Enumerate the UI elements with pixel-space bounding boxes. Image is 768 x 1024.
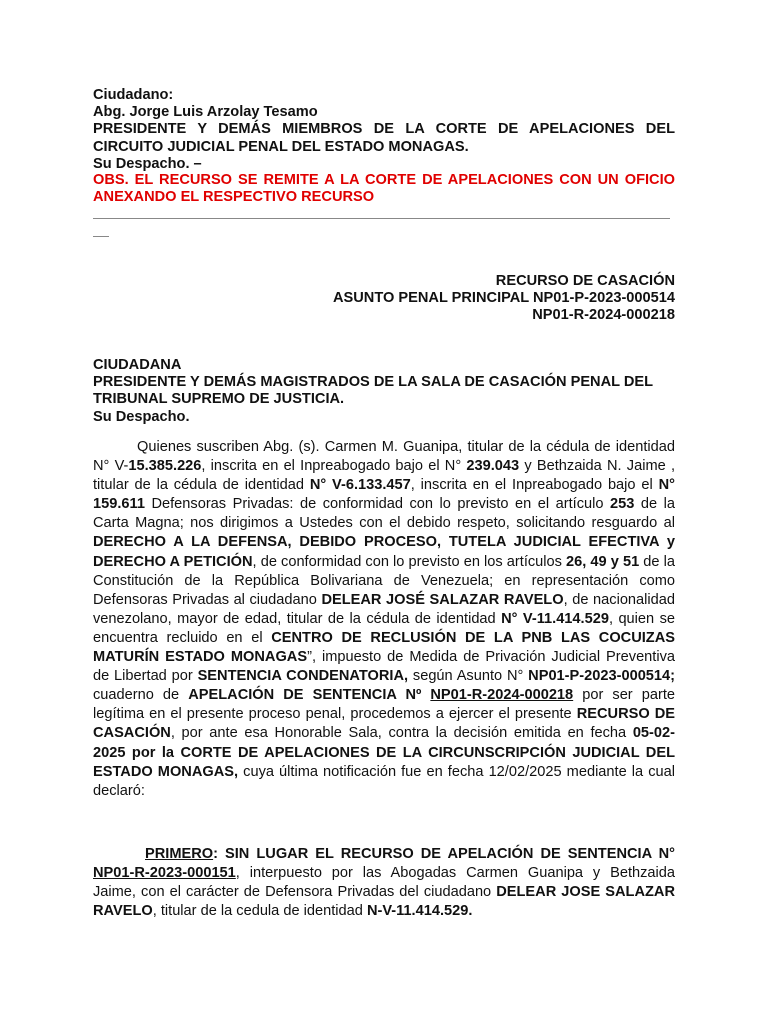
primero-text: , interpuesto por las Abogadas Carmen Guanipa y Bethzaida Jaime, con el carácter de Defensora Privadas del ciudadano [93, 865, 675, 901]
body-text: Quienes suscriben Abg. (s). Carmen M. Guanipa, titular de la cédula de identidad N° V- [93, 439, 675, 475]
primero-defendant-name: DELEAR JOSE SALAZAR RAVELO [93, 884, 675, 920]
body-text: cuaderno de [93, 687, 189, 704]
recurso-label: RECURSO DE CASACIÓN [93, 706, 676, 742]
decision-date-court: 05-02-2025 por la CORTE DE APELACIONES DE LA CIRCUNSCRIPCIÓN JUDICIAL DEL ESTADO MONAGAS, [93, 725, 675, 780]
case-asunto: ASUNTO PENAL PRINCIPAL NP01-P-2023-000514 [333, 290, 675, 307]
body-text: ”, impuesto de Medida de Privación Judicial Preventiva de Libertad por [93, 649, 676, 685]
sentence-type: SENTENCIA CONDENATORIA, [197, 668, 409, 685]
inpreabogado-guanipa: 239.043 [466, 458, 520, 475]
body-text: y Bethzaida N. Jaime , titular de la cédula de identidad [93, 458, 675, 494]
body-text: de la Constitución de la República Bolivariana de Venezuela; en representación como Defensoras Privadas al ciudadano [93, 553, 675, 608]
appeal-label: APELACIÓN DE SENTENCIA Nº [188, 687, 431, 704]
recipient-header [93, 87, 675, 173]
body-text: según Asunto N° [408, 668, 529, 685]
primero-defendant-cedula: N-V-11.414.529. [366, 903, 473, 920]
appeal-number: NP01-R-2024-000218 [430, 687, 574, 704]
body-text: , quien se encuentra recluido en el [93, 610, 675, 646]
defendant-name: DELEAR JOSÉ SALAZAR RAVELO [321, 591, 564, 608]
recipient-court: PRESIDENTE Y DEMÁS MIEMBROS DE LA CORTE DE APELACIONES DEL CIRCUITO JUDICIAL PENAL DEL ESTADO MONAGAS. [93, 121, 675, 155]
body-text: , inscrita en el Inpreabogado bajo el N° [201, 458, 467, 475]
body-text: , inscrita en el Inpreabogado bajo el [410, 477, 659, 494]
case-title: RECURSO DE CASACIÓN [495, 273, 675, 289]
body-text: Defensoras Privadas: de conformidad con lo previsto en el artículo [144, 496, 611, 513]
body-paragraph [93, 438, 675, 801]
cedula-guanipa: 15.385.226 [128, 458, 202, 475]
recipient-name: Abg. Jorge Luis Arzolay Tesamo [93, 104, 318, 121]
recipient-salutation: Ciudadano: [93, 87, 174, 103]
body-text: , de conformidad con lo previsto en los artículos [252, 553, 567, 570]
rights-invoked: DERECHO A LA DEFENSA, DEBIDO PROCESO, TUTELA JUDICIAL EFECTIVA y DERECHO A PETICIÓN [93, 534, 675, 570]
primero-text: , titular de la cedula de identidad [152, 903, 367, 920]
addressee-despacho: Su Despacho. [93, 408, 190, 425]
detention-center: CENTRO DE RECLUSIÓN DE LA PNB LAS COCUIZAS MATURÍN ESTADO MONAGAS [93, 629, 675, 666]
body-text: de la Carta Magna; nos dirigimos a Ustedes con el debido respeto, solicitando resguardo al [93, 496, 676, 532]
defendant-cedula: N° V-11.414.529 [501, 610, 609, 627]
primero-text: : SIN LUGAR EL RECURSO DE APELACIÓN DE SENTENCIA N° [213, 846, 675, 862]
recipient-despacho: Su Despacho. – [93, 155, 202, 172]
case-header [93, 273, 675, 325]
body-text: , de nacionalidad venezolano, mayor de edad, titular de la cédula de identidad [93, 591, 675, 627]
primero-paragraph [93, 845, 675, 921]
article-number: 253 [610, 496, 635, 513]
primero-label: PRIMERO [145, 846, 214, 862]
primero-appeal-number: NP01-R-2023-000151 [93, 865, 236, 882]
addressee-court: PRESIDENTE Y DEMÁS MAGISTRADOS DE LA SALA DE CASACIÓN PENAL DEL TRIBUNAL SUPREMO DE JUSTICIA. [93, 374, 653, 408]
body-text: , por ante esa Honorable Sala, contra la decisión emitida en fecha [170, 725, 633, 742]
observation-note: OBS. EL RECURSO SE REMITE A LA CORTE DE APELACIONES CON UN OFICIO ANEXANDO EL RESPECTIVO RECURSO [93, 172, 675, 206]
case-number: NP01-R-2024-000218 [532, 307, 675, 324]
body-text: por ser parte legítima en el presente proceso penal, procedemos a ejercer el presente [93, 687, 676, 723]
articles-list: 26, 49 y 51 [566, 553, 640, 570]
separator-line [93, 218, 670, 219]
addressee-block [93, 357, 675, 426]
inpreabogado-jaime: N° 159.611 [93, 477, 675, 513]
separator-line-short [93, 236, 109, 237]
body-text: cuya última notificación fue en fecha 12/02/2025 mediante la cual declaró: [93, 763, 675, 799]
asunto-number: NP01-P-2023-000514; [528, 668, 676, 685]
addressee-salutation: CIUDADANA [93, 357, 182, 373]
cedula-jaime: N° V-6.133.457 [309, 477, 411, 494]
